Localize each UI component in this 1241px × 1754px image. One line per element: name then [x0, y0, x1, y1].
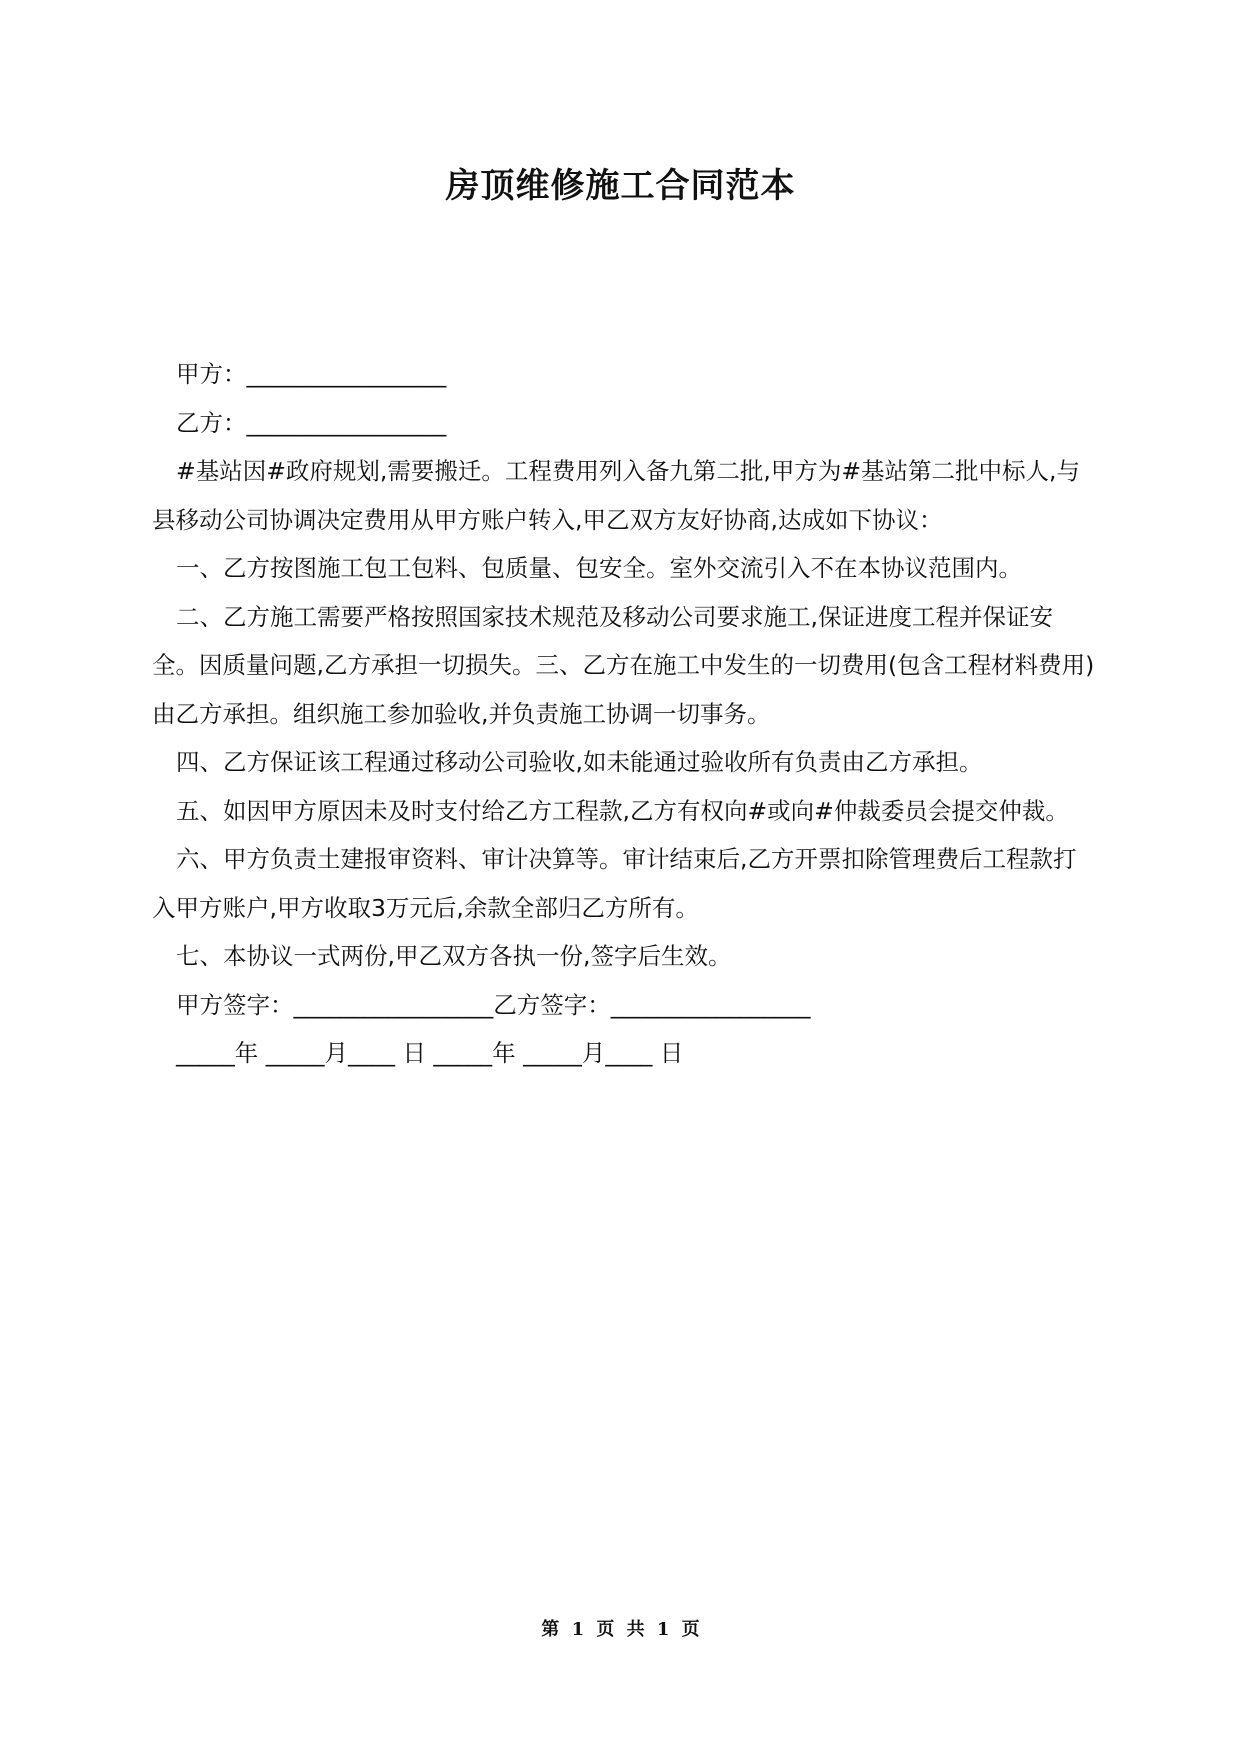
clause-1: 一、乙方按图施工包工包料、包质量、包安全。室外交流引入不在本协议范围内。 — [176, 554, 1022, 582]
clause-7: 七、本协议一式两份,甲乙双方各执一份,签字后生效。 — [176, 942, 732, 970]
clause-5: 五、如因甲方原因未及时支付给乙方工程款,乙方有权向#或向#仲裁委员会提交仲裁。 — [176, 796, 1069, 825]
party-b-line: 乙方：_________________ — [176, 408, 447, 437]
page-number-footer: 第 1 页 共 1 页 — [541, 1619, 700, 1640]
date-line: _____年 _____月____ 日 _____年 _____月____ 日 — [176, 1039, 684, 1067]
document-body — [152, 350, 1097, 1078]
document-title: 房顶维修施工合同范本 — [445, 166, 796, 206]
signature-line: 甲方签字：_________________乙方签字：_________________ — [176, 990, 811, 1019]
clause-6: 六、甲方负责土建报审资料、审计决算等。审计结束后,乙方开票扣除管理费后工程款打入甲方账户,甲方收取3万元后,余款全部归乙方所有。 — [152, 845, 1077, 922]
preamble-paragraph: #基站因#政府规划,需要搬迁。工程费用列入备九第二批,甲方为#基站第二批中标人,与县移动公司协调决定费用从甲方账户转入,甲乙双方友好协商,达成如下协议： — [152, 457, 1080, 534]
clause-4: 四、乙方保证该工程通过移动公司验收,如未能通过验收所有负责由乙方承担。 — [176, 748, 983, 776]
clause-2-3: 二、乙方施工需要严格按照国家技术规范及移动公司要求施工,保证进度工程并保证安全。因质量问题,乙方承担一切损失。三、乙方在施工中发生的一切费用(包含工程材料费用)由乙方承担。组织施工参加验收,并负责施工协调一切事务。 — [152, 602, 1095, 728]
party-a-line: 甲方：_________________ — [176, 360, 447, 388]
